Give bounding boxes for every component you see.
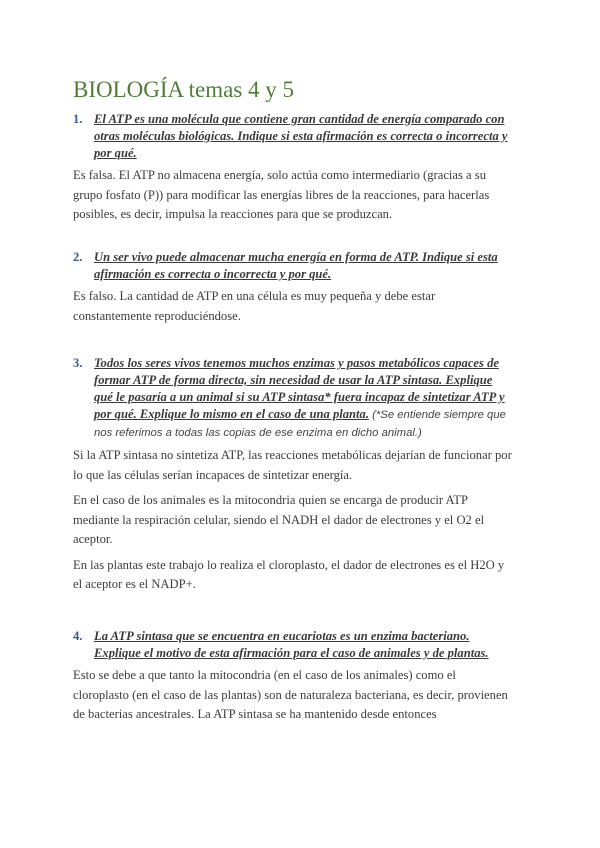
question-text: Todos los seres vivos tenemos muchos enzimas y pasos metabólicos capaces de formar ATP de forma directa, sin necesidad de usar la ATP sintasa. Explique qué le pasaría a un animal si su ATP sintasa* fuera incapaz de sintetizar ATP y por qué. Explique lo mismo en el caso de una planta. — [94, 356, 505, 421]
question-section-2 — [73, 249, 513, 326]
question-4 — [73, 628, 513, 662]
question-section-3 — [73, 355, 513, 595]
question-3 — [73, 355, 513, 442]
question-note: (*Se entiende siempre que nos referimos a todas las copias de ese enzima en dicho animal.) — [94, 409, 506, 439]
question-number: 3. — [73, 356, 83, 370]
question-section-4 — [73, 628, 513, 725]
answer-paragraph: Esto se debe a que tanto la mitocondria (en el caso de los animales) como el cloroplasto (en el caso de las plantas) son de naturaleza bacteriana, es decir, provienen de bacterias ancestrales. La ATP sintasa se ha mantenido desde entonces — [73, 668, 508, 721]
question-number: 1. — [73, 112, 83, 126]
question-2 — [73, 249, 513, 283]
page-title: BIOLOGÍA temas 4 y 5 — [73, 77, 295, 102]
question-number: 4. — [73, 629, 83, 643]
question-1 — [73, 111, 513, 162]
question-section-1 — [73, 111, 513, 225]
question-number: 2. — [73, 250, 83, 264]
question-text: Un ser vivo puede almacenar mucha energía en forma de ATP. Indique si esta afirmación es correcta o incorrecta y por qué. — [94, 250, 498, 281]
answer-paragraph: En las plantas este trabajo lo realiza el cloroplasto, el dador de electrones es el H2O y el aceptor es el NADP+. — [73, 557, 505, 591]
answer-paragraph: Si la ATP sintasa no sintetiza ATP, las reacciones metabólicas dejarían de funcionar por lo que las células serían incapaces de sintetizar energía. — [73, 448, 512, 482]
answer-paragraph: Es falso. La cantidad de ATP en una célula es muy pequeña y debe estar constantemente reproduciéndose. — [73, 289, 436, 323]
answer-paragraph: Es falsa. El ATP no almacena energía, solo actúa como intermediario (gracias a su grupo fosfato (P)) para modificar las energías libres de la reacciones, para hacerlas posibles, es decir, impulsa la reacciones para que se produzcan. — [73, 168, 490, 221]
question-text: La ATP sintasa que se encuentra en eucariotas es un enzima bacteriano. Explique el motivo de esta afirmación para el caso de animales y de plantas. — [94, 629, 489, 660]
question-text: El ATP es una molécula que contiene gran cantidad de energía comparado con otras moléculas biológicas. Indique si esta afirmación es correcta o incorrecta y por qué. — [94, 112, 508, 160]
answer-paragraph: En el caso de los animales es la mitocondria quien se encarga de producir ATP mediante la respiración celular, siendo el NADH el dador de electrones y el O2 el aceptor. — [73, 493, 485, 546]
